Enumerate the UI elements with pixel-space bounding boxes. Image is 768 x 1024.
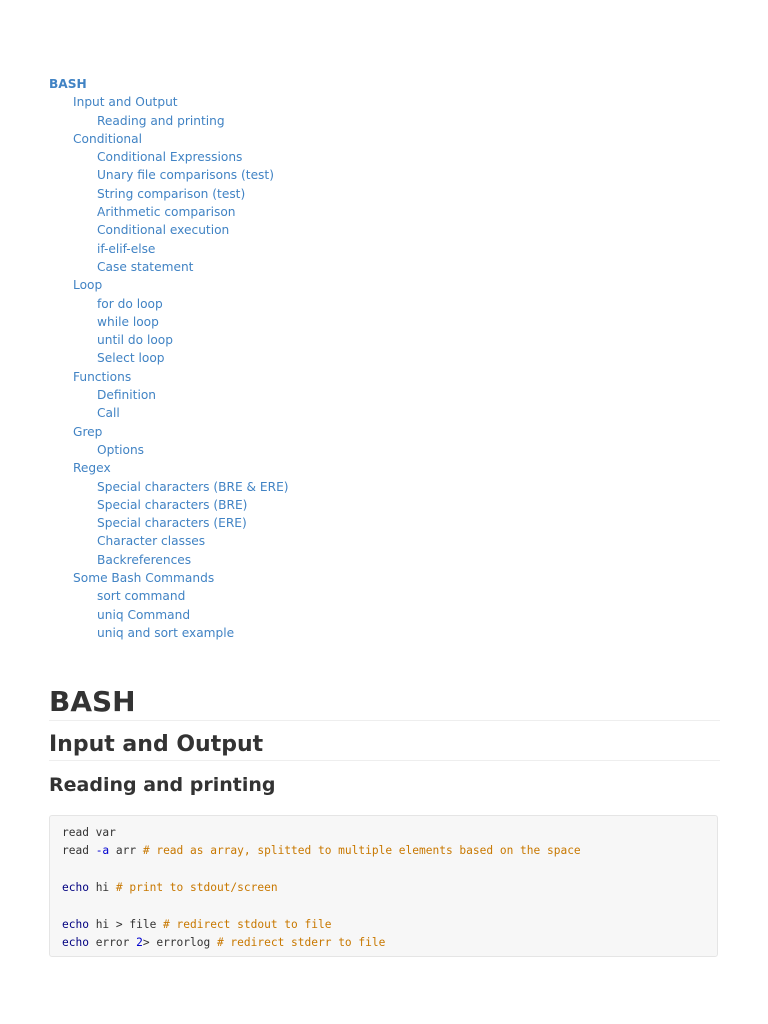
table-of-contents: [49, 75, 289, 642]
toc-item: [49, 166, 289, 184]
code-argument: hi: [88, 881, 116, 895]
toc-item: [49, 331, 289, 349]
toc-item: [49, 514, 289, 532]
toc-item: [49, 587, 289, 605]
toc-link[interactable]: Loop: [73, 278, 103, 293]
toc-item: [49, 478, 289, 496]
toc-link[interactable]: Functions: [73, 369, 132, 384]
code-comment: # redirect stdout to file: [163, 917, 332, 931]
toc-item: [49, 459, 289, 477]
toc-item: [49, 606, 289, 624]
toc-link[interactable]: Call: [97, 406, 120, 421]
toc-item: [49, 551, 289, 569]
toc-link[interactable]: if-elif-else: [97, 241, 156, 256]
toc-link[interactable]: Case statement: [97, 259, 194, 274]
code-line: [62, 824, 705, 842]
toc-link[interactable]: Conditional: [73, 131, 143, 146]
toc-link[interactable]: sort command: [97, 589, 186, 604]
toc-item: [49, 496, 289, 514]
toc-item: [49, 276, 289, 294]
toc-item: [49, 203, 289, 221]
code-argument: error: [88, 936, 137, 950]
toc-item: [49, 404, 289, 422]
code-content: [62, 824, 705, 953]
code-command: read: [62, 844, 96, 858]
code-comment: # print to stdout/screen: [115, 881, 278, 895]
toc-link[interactable]: Unary file comparisons (test): [97, 168, 274, 183]
toc-item: [49, 221, 289, 239]
toc-link[interactable]: Conditional Expressions: [97, 150, 243, 165]
code-argument: hi > file: [88, 917, 164, 931]
code-argument: arr: [109, 844, 143, 858]
heading-input-and-output: Input and Output: [49, 730, 720, 761]
toc-link[interactable]: uniq Command: [97, 607, 191, 622]
toc-link[interactable]: String comparison (test): [97, 186, 246, 201]
toc-link[interactable]: until do loop: [97, 333, 173, 348]
code-line: [62, 934, 705, 952]
code-keyword: echo: [62, 936, 89, 950]
code-block: [49, 815, 718, 957]
toc-item: [49, 258, 289, 276]
code-option: -a: [95, 844, 110, 858]
toc-item: [49, 368, 289, 386]
toc-link[interactable]: Some Bash Commands: [73, 571, 215, 586]
toc-link[interactable]: uniq and sort example: [97, 625, 235, 640]
toc-item: [49, 313, 289, 331]
heading-bash: BASH: [49, 684, 720, 721]
toc-link[interactable]: Special characters (ERE): [97, 516, 247, 531]
toc-link[interactable]: Character classes: [97, 534, 206, 549]
toc-item: [49, 93, 289, 111]
toc-link[interactable]: Backreferences: [97, 552, 192, 567]
toc-item: [49, 112, 289, 130]
code-line: [62, 842, 705, 860]
toc-item: [49, 423, 289, 441]
toc-item: [49, 386, 289, 404]
toc-link[interactable]: Options: [97, 442, 145, 457]
toc-link[interactable]: Conditional execution: [97, 223, 230, 238]
toc-item: [49, 295, 289, 313]
code-line: [62, 879, 705, 897]
code-text: read var: [62, 826, 116, 839]
toc-link[interactable]: Regex: [73, 461, 111, 476]
code-number: 2: [136, 936, 143, 950]
code-comment: # read as array, splitted to multiple elements based on the space: [142, 844, 581, 858]
code-comment: # redirect stderr to file: [216, 936, 386, 950]
code-line-blank: [62, 898, 705, 916]
toc-link[interactable]: Definition: [97, 388, 157, 403]
toc-item: [49, 148, 289, 166]
toc-item: [49, 569, 289, 587]
toc-link[interactable]: while loop: [97, 314, 159, 329]
toc-link[interactable]: Special characters (BRE & ERE): [97, 479, 289, 494]
toc-link[interactable]: Reading and printing: [97, 113, 225, 128]
code-line-blank: [62, 861, 705, 879]
toc-item: [49, 349, 289, 367]
code-line: [62, 916, 705, 934]
toc-item: [49, 185, 289, 203]
toc-item: [49, 130, 289, 148]
toc-item: [49, 441, 289, 459]
toc-link[interactable]: Grep: [73, 424, 103, 439]
toc-link[interactable]: Input and Output: [73, 95, 178, 110]
code-keyword: echo: [62, 881, 89, 895]
code-argument: > errorlog: [142, 936, 217, 950]
toc-item: [49, 624, 289, 642]
toc-item: [49, 75, 289, 93]
toc-link[interactable]: for do loop: [97, 296, 163, 311]
toc-link[interactable]: Select loop: [97, 351, 165, 366]
code-keyword: echo: [62, 917, 89, 931]
toc-item: [49, 240, 289, 258]
heading-reading-and-printing: Reading and printing: [49, 774, 276, 796]
toc-link[interactable]: Arithmetic comparison: [97, 205, 236, 220]
toc-item: [49, 532, 289, 550]
toc-link[interactable]: Special characters (BRE): [97, 497, 248, 512]
toc-link[interactable]: BASH: [49, 77, 87, 91]
